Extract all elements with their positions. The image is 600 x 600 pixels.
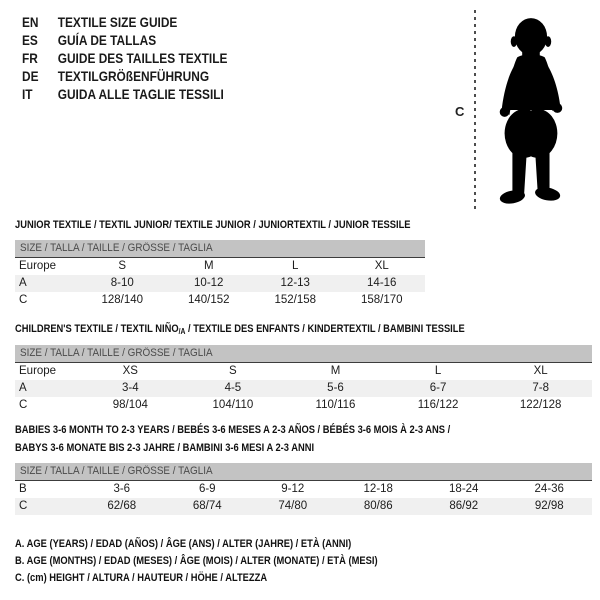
- height-measure-dashed-line: [474, 10, 476, 209]
- column-header: S: [229, 365, 237, 377]
- language-row: [22, 85, 227, 103]
- table-header-row: [15, 258, 425, 275]
- language-code: EN: [22, 14, 39, 30]
- cell: 12-13: [280, 277, 310, 289]
- figure-height-label: C: [455, 104, 465, 119]
- cell: 3-6: [113, 483, 131, 495]
- language-code: ES: [22, 32, 38, 48]
- column-header: M: [203, 260, 214, 272]
- column-header: XL: [533, 365, 548, 377]
- size-header-bar: [15, 463, 592, 481]
- column-header: S: [118, 260, 127, 272]
- language-row: [22, 67, 227, 85]
- title-subscript: /A: [178, 327, 186, 336]
- language-code: IT: [22, 86, 33, 102]
- cell: 74/80: [278, 500, 308, 512]
- cell: 140/152: [187, 294, 230, 306]
- cell: 92/98: [534, 500, 564, 512]
- cell: 122/128: [519, 399, 562, 411]
- language-title: TEXTILE SIZE GUIDE: [57, 14, 178, 30]
- column-header: XL: [374, 260, 389, 272]
- footnote-legend: [15, 536, 378, 587]
- row-label: C: [19, 500, 28, 512]
- footnote-a: A. AGE (YEARS) / EDAD (AÑOS) / ÂGE (ANS) / ALTER (JAHRE) / ETÀ (ANNI): [15, 538, 352, 550]
- cell: 12-18: [363, 483, 393, 495]
- row-label: A: [19, 382, 27, 394]
- cell: 110/116: [315, 399, 356, 411]
- cell: 68/74: [192, 500, 222, 512]
- cell: 80/86: [363, 500, 393, 512]
- cell: 3-4: [121, 382, 139, 394]
- baby-silhouette-icon: [487, 10, 573, 208]
- size-header-label: SIZE / TALLA / TAILLE / GRÖSSE / TAGLIA: [20, 347, 213, 359]
- section-title-junior: JUNIOR TEXTILE / TEXTIL JUNIOR/ TEXTILE JUNIOR / JUNIORTEXTIL / JUNIOR TESSILE: [15, 219, 411, 231]
- cell: 158/170: [360, 294, 403, 306]
- table-row-age-months: [15, 481, 592, 498]
- cell: 7-8: [532, 382, 549, 394]
- language-row: [22, 13, 227, 31]
- table-row-height: [15, 397, 592, 414]
- section-title-babies: [15, 421, 450, 457]
- footnote-b: B. AGE (MONTHS) / EDAD (MESES) / ÂGE (MOIS) / ALTER (MONATE) / ETÀ (MESI): [15, 555, 378, 567]
- cell: 62/68: [107, 500, 137, 512]
- title-text: CHILDREN'S TEXTILE / TEXTIL NIÑO: [15, 323, 179, 335]
- cell: 86/92: [449, 500, 479, 512]
- children-size-table: [15, 345, 592, 414]
- size-header-label: SIZE / TALLA / TAILLE / GRÖSSE / TAGLIA: [20, 242, 213, 254]
- column-header: XS: [122, 365, 138, 377]
- cell: 98/104: [112, 399, 148, 411]
- language-row: [22, 31, 227, 49]
- language-row: [22, 49, 227, 67]
- column-header: M: [330, 365, 341, 377]
- table-row-height: [15, 292, 425, 309]
- size-header-bar: [15, 345, 592, 363]
- cell: 24-36: [534, 483, 564, 495]
- column-header: Europe: [19, 260, 57, 272]
- row-label: C: [19, 294, 28, 306]
- cell: 5-6: [327, 382, 344, 394]
- cell: 128/140: [101, 294, 144, 306]
- language-title: GUIDE DES TAILLES TEXTILE: [57, 50, 228, 66]
- column-header: L: [434, 365, 442, 377]
- cell: 18-24: [449, 483, 479, 495]
- cell: 4-5: [224, 382, 242, 394]
- column-header: L: [292, 260, 299, 272]
- cell: 116/122: [417, 399, 459, 411]
- section-title-children: [15, 320, 465, 341]
- cell: 9-12: [281, 483, 305, 495]
- language-title: TEXTILGRÖßENFÜHRUNG: [57, 68, 210, 84]
- size-header-bar: [15, 240, 425, 258]
- row-label: C: [19, 399, 28, 411]
- cell: 152/158: [274, 294, 317, 306]
- babies-size-table: [15, 463, 592, 515]
- language-code: DE: [22, 68, 39, 84]
- column-header: Europe: [19, 365, 57, 377]
- cell: 8-10: [110, 277, 134, 289]
- size-header-label: SIZE / TALLA / TAILLE / GRÖSSE / TAGLIA: [20, 465, 213, 477]
- table-header-row: [15, 363, 592, 380]
- junior-size-table: [15, 240, 425, 309]
- cell: 10-12: [194, 277, 224, 289]
- table-row-age: [15, 380, 592, 397]
- footnote-c: C. (cm) HEIGHT / ALTURA / HAUTEUR / HÖHE / ALTEZZA: [15, 572, 268, 584]
- title-line: BABYS 3-6 MONATE BIS 2-3 JAHRE / BAMBINI 3-6 MESI A 2-3 ANNI: [15, 442, 315, 454]
- row-label: B: [19, 483, 27, 495]
- language-title: GUIDA ALLE TAGLIE TESSILI: [57, 86, 224, 102]
- cell: 104/110: [212, 399, 254, 411]
- row-label: A: [19, 277, 27, 289]
- language-title-list: [22, 13, 227, 103]
- table-row-height: [15, 498, 592, 515]
- cell: 6-7: [429, 382, 447, 394]
- title-line: BABIES 3-6 MONTH TO 2-3 YEARS / BEBÉS 3-6 MESES A 2-3 AÑOS / BÉBÉS 3-6 MOIS À 2-3 ANS /: [15, 424, 451, 436]
- cell: 6-9: [198, 483, 216, 495]
- table-row-age: [15, 275, 425, 292]
- language-code: FR: [22, 50, 38, 66]
- cell: 14-16: [367, 277, 397, 289]
- language-title: GUÍA DE TALLAS: [57, 32, 157, 48]
- title-text: / TEXTILE DES ENFANTS / KINDERTEXTIL / BAMBINI TESSILE: [185, 323, 465, 335]
